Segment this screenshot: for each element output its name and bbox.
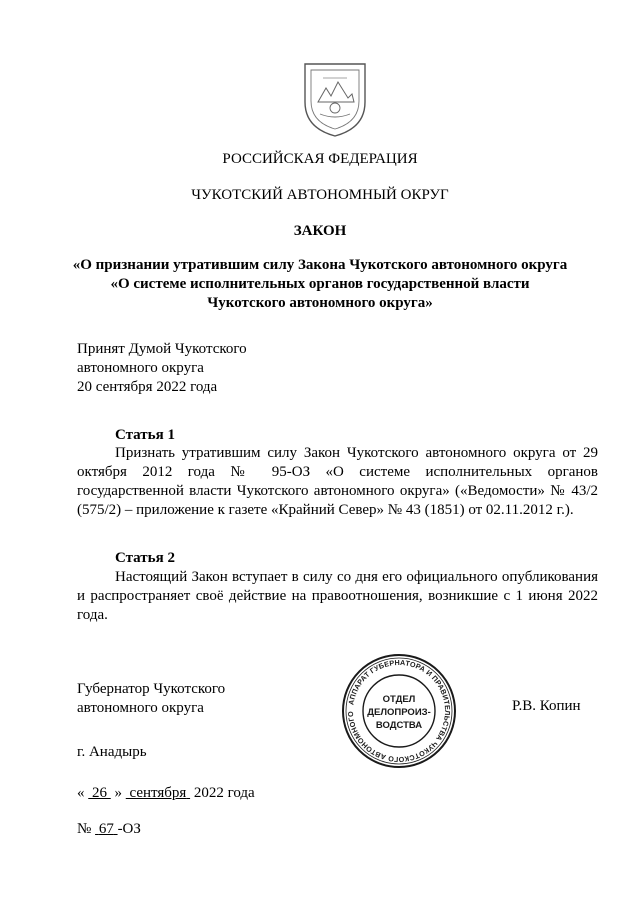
article-1-heading: Статья 1 [115, 427, 175, 443]
stamp-center-line: ОТДЕЛ [382, 694, 416, 705]
date-year: 2022 года [193, 785, 255, 801]
date-day: 26 [92, 785, 107, 801]
adoption-line: Принят Думой Чукотского [77, 341, 247, 357]
official-stamp [340, 652, 458, 770]
law-title-line: Чукотского автономного округа» [207, 295, 433, 311]
signatory-name: Р.В. Копин [512, 698, 581, 714]
document-type: ЗАКОН [293, 223, 347, 239]
stamp-ring-text: АППАРАТ ГУБЕРНАТОРА И ПРАВИТЕЛЬСТВА ЧУКОТСКОГО АВТОНОМНОГО [345, 657, 453, 765]
signatory-position-line: Губернатор Чукотского [77, 681, 226, 697]
signing-date [77, 784, 255, 803]
law-number-suffix: -ОЗ [117, 821, 141, 837]
country-heading: РОССИЙСКАЯ ФЕДЕРАЦИЯ [222, 151, 418, 167]
quote-close: » [114, 785, 122, 801]
article-2-text: Настоящий Закон вступает в силу со дня его официального опубликования и распространяет своё действие на правоотношения, возникшие с 1 июня 2022 года. [77, 569, 598, 623]
stamp-center-line: ВОДСТВА [375, 720, 423, 731]
adoption-date: 20 сентября 2022 года [77, 379, 218, 395]
law-title-line: «О признании утратившим силу Закона Чукотского автономного округа [72, 257, 568, 273]
signatory-position [77, 680, 225, 718]
article-1-text: Признать утратившим силу Закон Чукотского автономного округа от 29 октября 2012 года № 95-ОЗ «О системе исполнительных органов государственной власти Чукотского автономного округа» («Ведомости» № 43/2 (575/2) – приложение к газете «Крайний Север» № 43 (1851) от 02.11.2012 г.). [77, 445, 598, 518]
quote-open: « [77, 785, 85, 801]
date-month: сентября [129, 785, 187, 801]
signatory-position-line: автономного округа [77, 700, 204, 716]
city: г. Анадырь [77, 744, 147, 760]
coat-of-arms-emblem [300, 62, 370, 138]
law-number-value: 67 [98, 821, 114, 837]
stamp-center-line: ДЕЛОПРОИЗ- [367, 707, 431, 718]
article-2-heading: Статья 2 [115, 550, 175, 566]
region-heading: ЧУКОТСКИЙ АВТОНОМНЫЙ ОКРУГ [191, 187, 449, 203]
law-title [0, 256, 640, 313]
number-sign: № [77, 821, 92, 837]
law-title-line: «О системе исполнительных органов государственной власти [110, 276, 530, 292]
adoption-line: автономного округа [77, 360, 204, 376]
law-number [77, 820, 141, 839]
adoption-note [77, 340, 247, 397]
